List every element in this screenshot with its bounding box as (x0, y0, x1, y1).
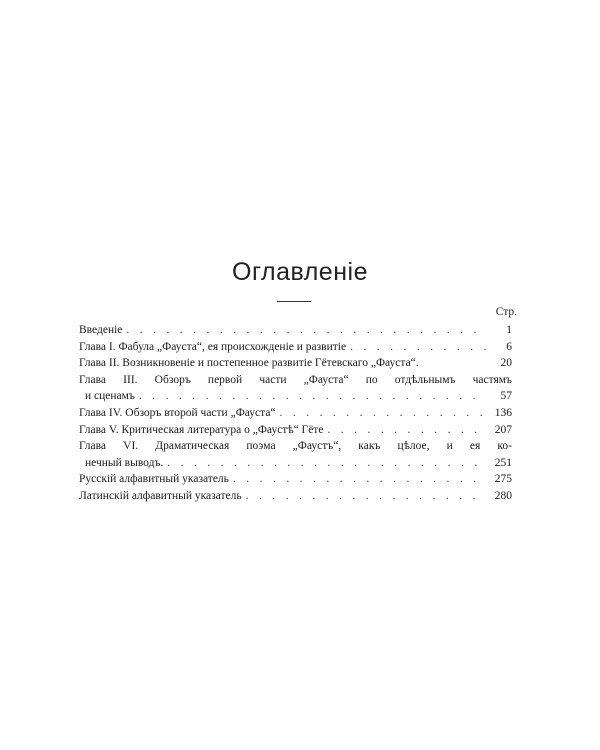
toc-entry-page: 57 (500, 390, 512, 403)
toc-entry-page: 275 (494, 473, 512, 486)
toc-entry-introduction (79, 322, 512, 339)
leader-dots (233, 471, 486, 488)
toc-entry-page: 280 (494, 489, 512, 502)
toc-entry-page: 20 (500, 357, 512, 370)
toc-entry-text: Введеніе (79, 324, 123, 336)
title-divider (277, 301, 311, 302)
toc-entry-page: 136 (494, 406, 512, 419)
toc-entry-page: 251 (494, 456, 512, 469)
leader-dots (139, 388, 486, 405)
toc-entry-page: 6 (506, 340, 512, 353)
toc-entry-text: Глава II. Возникновеніе и постепенное развитіе Гётевскаго „Фауста“. (79, 357, 419, 370)
leader-dots (280, 405, 486, 422)
toc-entry-text: Русскій алфавитный указатель (79, 473, 229, 486)
toc-entry-text-line2: и сценамъ (85, 390, 135, 403)
toc-entry-page: 1 (506, 324, 512, 336)
toc-entry-page: 207 (494, 423, 512, 436)
page-column-label: Стр. (495, 306, 517, 318)
table-of-contents (79, 322, 512, 505)
toc-entry-text-line2: нечный выводъ. (85, 456, 164, 469)
toc-entry-text: Латинскій алфавитный указатель (79, 489, 242, 502)
toc-entry-chapter-5 (79, 422, 512, 439)
toc-entry-text: Глава IV. Обзоръ второй части „Фауста“ (79, 406, 276, 419)
toc-entry-chapter-2 (79, 355, 512, 372)
toc-entry-chapter-4 (79, 405, 512, 422)
toc-entry-text-line1: Глава III. Обзоръ первой части „Фауста“ по отдѣльнымъ частямъ (79, 373, 512, 386)
leader-dots (167, 455, 486, 472)
leader-dots (327, 422, 486, 439)
toc-entry-chapter-3 (79, 372, 512, 405)
toc-entry-text-line1: Глава VI. Драматическая поэма „Фаустъ“, какъ цѣлое, и ея ко- (79, 440, 512, 453)
toc-entry-russian-index (79, 471, 512, 488)
toc-entry-chapter-6 (79, 438, 512, 471)
toc-entry-latin-index (79, 488, 512, 505)
toc-entry-text: Глава I. Фабула „Фауста“, ея происхожденіе и развитіе (79, 340, 347, 353)
leader-dots (350, 339, 486, 356)
toc-entry-chapter-1 (79, 339, 512, 356)
leader-dots (246, 488, 486, 505)
toc-entry-text: Глава V. Критическая литература о „Фаустѣ“ Гёте (79, 423, 324, 436)
page-title: Оглавленіе (232, 258, 368, 286)
leader-dots (126, 322, 486, 339)
